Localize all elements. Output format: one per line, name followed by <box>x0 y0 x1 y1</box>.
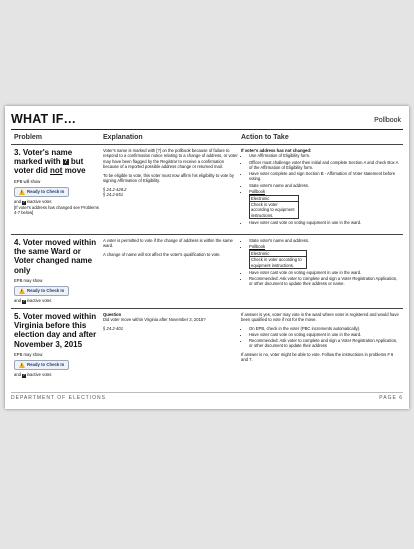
document-page <box>5 106 409 409</box>
header-divider <box>11 129 403 130</box>
action-item: • Have voter complete and sign Section B - Affirmation of Voter statement before voting. <box>249 171 401 182</box>
question-label: Question <box>103 312 122 317</box>
pollbook-box-instruction: Check in voter according to equipment instructions. <box>251 257 302 268</box>
ready-to-check-in-badge: ! Ready to Check In <box>14 187 69 197</box>
explanation-cell <box>103 148 239 198</box>
footer-divider <box>11 392 403 393</box>
explanation-cell <box>103 312 239 331</box>
column-header-action: Action to Take <box>241 134 289 141</box>
action-item: • Use Affirmation of Eligibility form. <box>249 153 401 158</box>
action-item: • Have voter cast vote on voting equipment in use in the ward. <box>249 270 401 275</box>
epb-show-text: EPB will show <box>14 178 41 184</box>
action-item: • On EPB, check in the voter (PBC increments automatically). <box>249 326 401 331</box>
action-item: • State voter's name and address. <box>249 183 401 188</box>
page-footer <box>11 395 403 401</box>
pollbook-box <box>249 250 307 269</box>
pollbook-item: • Pollbook Electronic Check in voter according to equipment instructions. <box>249 244 401 269</box>
pollbook-box-heading: Electronic <box>250 196 298 202</box>
problem-title: 5. Voter moved within Virginia before this election day and after November 3, 2015 <box>14 312 97 349</box>
explanation-paragraph: A voter is permitted to vote if the change of address is within the same ward. <box>103 238 233 249</box>
inactive-voter-text: and ? inactive voter. <box>14 199 53 205</box>
legal-reference: § 24.2-428.2 <box>103 186 127 192</box>
problem-title: 4. Voter moved within the same Ward or Voter changed name only <box>14 238 97 275</box>
column-header-explanation: Explanation <box>103 134 143 141</box>
inactive-voter-text: and ? inactive voter. <box>14 298 53 304</box>
ready-to-check-in-badge: ! Ready to Check In <box>14 286 69 296</box>
action-list <box>241 153 401 225</box>
problem-row-3 <box>11 144 403 234</box>
pollbook-box-instruction: Check in voter according to equipment instructions. <box>251 201 295 218</box>
action-item: • Recommended: Ask voter to complete and sign a Voter Registration Application, or other document to update their address <box>249 338 401 349</box>
question-mark-icon: ? <box>22 373 25 378</box>
action-item: • Recommended: Ask voter to complete and sign a Voter Registration Application, or other document to update their address or name. <box>249 276 401 287</box>
action-item: • State voter's name and address. <box>249 238 401 243</box>
question-text: Did voter move within Virginia after November 3, 2015? <box>103 317 206 323</box>
page-number: PAGE 6 <box>379 395 403 401</box>
warning-icon: ! <box>19 288 25 294</box>
department-name: DEPARTMENT OF ELECTIONS <box>11 395 106 401</box>
question-mark-icon: ? <box>22 299 25 304</box>
explanation-paragraph: A change of name will not affect the voter's qualification to vote. <box>103 251 221 257</box>
legal-reference: § 24.2-651 <box>103 192 124 198</box>
explanation-cell <box>103 238 239 260</box>
action-cell <box>241 238 401 288</box>
explanation-paragraph: Voter's name is marked with [?] on the pollbook because of failure to respond to a confirmation notice relating to a change of address, or voter may have been flagged by the Registrar to receive a confirmation because of a reported possible address change or returned mail. <box>103 148 238 170</box>
problem-cell <box>14 312 102 378</box>
action-item: • Officer must challenge voter then initial and complete Section A and check Box A of the Affirmation of Eligibility form. <box>249 160 401 171</box>
answer-no-text: If answer is no, voter might be able to vote. Follow the instructions in problems # 6 and 7. <box>241 351 394 363</box>
problem-row-5 <box>11 308 403 390</box>
ready-to-check-in-badge: ! Ready to Check In <box>14 360 69 370</box>
page-header <box>5 109 409 131</box>
legal-reference: § 24.2-401 <box>103 325 124 331</box>
problem-title: 3. Voter's name marked with ? but voter did not move <box>14 148 86 176</box>
action-list <box>241 326 401 349</box>
action-heading: If voter's address has not changed: <box>241 148 312 153</box>
epb-show-text: EPB may show <box>14 351 43 357</box>
problem-cell <box>14 148 102 216</box>
action-cell <box>241 148 401 226</box>
action-item: • Have voter cast vote on voting equipment in use in the ward. <box>249 220 401 225</box>
action-cell <box>241 312 401 366</box>
problem-note: [If voter's address has changed see Problems 4-7 below] <box>14 204 99 216</box>
explanation-paragraph: To be eligible to vote, this voter must now affirm his eligibility to vote by signing Affirmation of Eligibility. <box>103 172 234 184</box>
answer-yes-text: If answer is yes, voter may vote in the ward where voter is registered and would have been qualified to vote if not for the move. <box>241 312 399 323</box>
question-mark-icon: ? <box>22 200 25 205</box>
epb-show-text: EPB may show <box>14 277 43 283</box>
problem-row-4 <box>11 234 403 308</box>
pollbook-box-heading: Electronic <box>250 251 306 257</box>
warning-icon: ! <box>19 189 25 195</box>
problem-cell <box>14 238 102 304</box>
pollbook-label: Pollbook <box>374 117 401 124</box>
action-item: • Have voter cast vote on voting equipment in use in the ward. <box>249 332 401 337</box>
pollbook-item: • Pollbook Electronic Check in voter according to equipment instructions. <box>249 189 401 220</box>
warning-icon: ! <box>19 362 25 368</box>
pollbook-box <box>249 195 299 220</box>
action-list <box>241 238 401 287</box>
page-title: WHAT IF… <box>11 112 77 126</box>
column-header-problem: Problem <box>14 134 43 141</box>
question-mark-icon: ? <box>63 159 68 166</box>
inactive-voter-text: and ? inactive voter. <box>14 372 53 378</box>
